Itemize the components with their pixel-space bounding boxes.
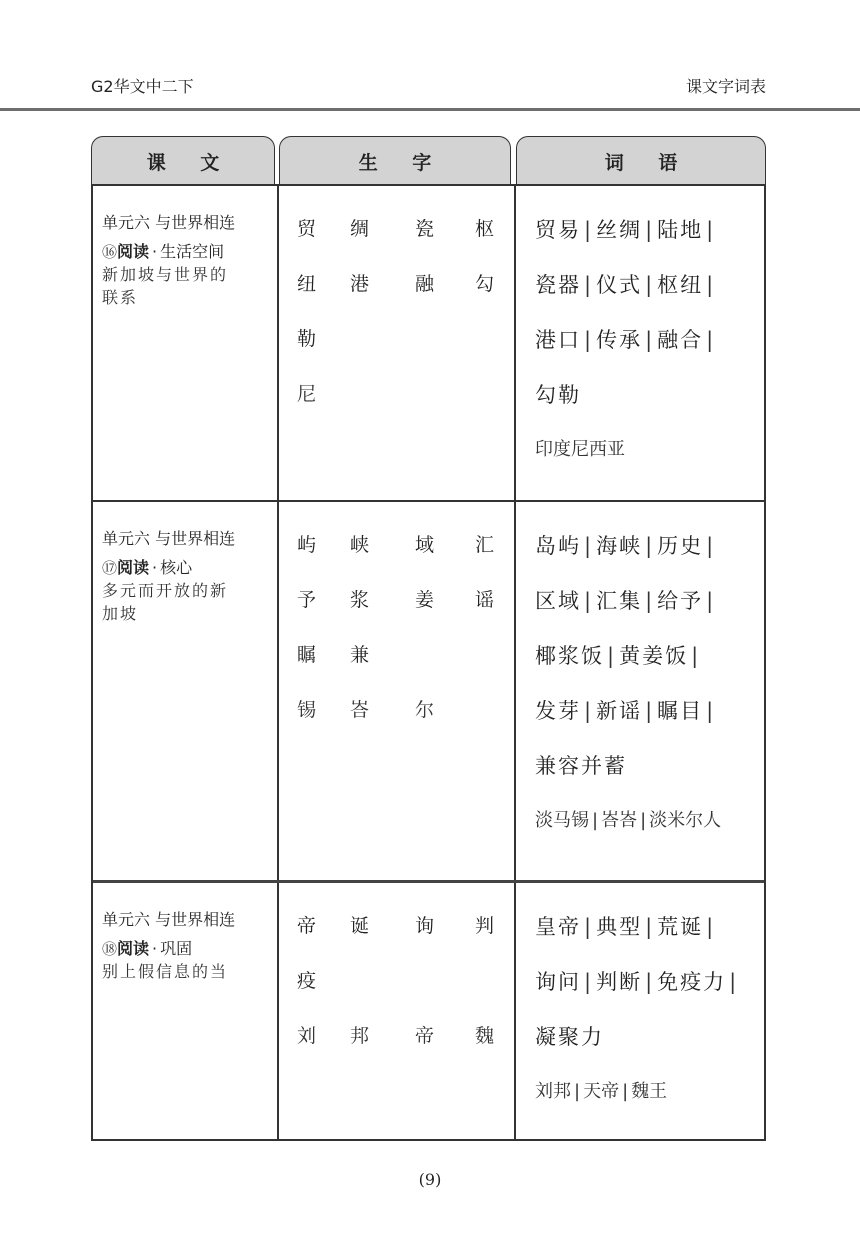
new-character: 予 — [297, 589, 317, 611]
new-character: 尔 — [415, 699, 435, 721]
column-divider — [277, 186, 279, 1139]
new-character: 屿 — [297, 534, 317, 556]
word-line — [535, 750, 627, 780]
word: 询问 — [535, 970, 581, 994]
lesson-cell — [102, 909, 274, 983]
new-character: 勾 — [475, 273, 495, 295]
word: 丝绸 — [596, 218, 643, 242]
column-divider — [514, 186, 516, 1139]
new-character: 姜 — [415, 589, 435, 611]
header-rule — [0, 108, 860, 111]
new-character: 邦 — [350, 1025, 370, 1047]
word-separator: | — [584, 589, 594, 613]
word: 贸易 — [535, 218, 581, 242]
lesson-number: ⑱ — [102, 940, 118, 958]
column-header-words — [516, 136, 766, 185]
word: 峇峇 — [601, 810, 638, 831]
row-divider — [93, 500, 764, 502]
new-character: 兼 — [350, 644, 370, 666]
word-line — [535, 966, 741, 996]
word: 瞩目 — [657, 699, 704, 723]
word: 魏王 — [631, 1081, 668, 1102]
word-separator: | — [640, 810, 647, 831]
word-separator: | — [706, 589, 716, 613]
lesson-type: 阅读 — [117, 939, 150, 958]
separator-dot: · — [152, 939, 158, 958]
word: 区域 — [535, 589, 581, 613]
word: 融合 — [657, 328, 704, 352]
new-character: 汇 — [475, 534, 495, 556]
word-separator: | — [584, 970, 594, 994]
new-character: 询 — [415, 915, 435, 937]
column-header-characters-label: 生 字 — [358, 151, 446, 174]
word-separator: | — [706, 915, 716, 939]
word: 荒诞 — [657, 915, 704, 939]
column-header-lesson — [91, 136, 275, 185]
new-character: 港 — [350, 273, 370, 295]
word-separator: | — [584, 915, 594, 939]
word: 黄姜饭 — [619, 644, 689, 668]
word-separator: | — [645, 328, 655, 352]
word: 发芽 — [535, 699, 581, 723]
word: 兼容并蓄 — [535, 754, 627, 778]
row-divider — [93, 880, 764, 883]
word-line — [535, 911, 718, 941]
word: 仪式 — [596, 273, 643, 297]
lesson-number: ⑰ — [102, 559, 118, 577]
lesson-heading — [102, 557, 274, 579]
column-header-characters — [279, 136, 511, 185]
lesson-number: ⑯ — [102, 243, 118, 261]
new-character: 瓷 — [415, 218, 435, 240]
new-character: 浆 — [350, 589, 370, 611]
word: 给予 — [657, 589, 704, 613]
word-separator: | — [706, 328, 716, 352]
lesson-title-line: 新加坡与世界的 — [102, 265, 229, 284]
new-character: 域 — [415, 534, 435, 556]
word-separator: | — [645, 273, 655, 297]
new-character: 帝 — [415, 1025, 435, 1047]
word: 海峡 — [596, 534, 643, 558]
new-character: 峇 — [350, 699, 370, 721]
word-line — [535, 695, 718, 725]
word: 新谣 — [596, 699, 643, 723]
lesson-level: 巩固 — [160, 939, 193, 958]
word: 天帝 — [583, 1081, 620, 1102]
word-line — [535, 324, 718, 354]
word-line — [535, 585, 718, 615]
word-separator: | — [645, 699, 655, 723]
new-character: 谣 — [475, 589, 495, 611]
word-separator: | — [622, 1081, 629, 1102]
word-separator: | — [645, 915, 655, 939]
document-section-title: 课文字词表 — [685, 77, 766, 96]
word: 枢纽 — [657, 273, 704, 297]
word-separator: | — [706, 273, 716, 297]
lesson-title-line: 别上假信息的当 — [102, 962, 229, 981]
column-header-lesson-label: 课 文 — [146, 151, 234, 174]
new-character: 贸 — [297, 218, 317, 240]
new-character: 尼 — [297, 383, 317, 405]
word-separator: | — [645, 589, 655, 613]
lesson-title-line: 联系 — [102, 288, 139, 307]
word-separator: | — [645, 534, 655, 558]
new-character: 锡 — [297, 699, 317, 721]
separator-dot: · — [152, 558, 158, 577]
new-character: 绸 — [350, 218, 370, 240]
word-line — [535, 269, 718, 299]
word-separator: | — [584, 273, 594, 297]
unit-label: 单元六 与世界相连 — [102, 529, 236, 548]
word: 历史 — [657, 534, 704, 558]
lesson-cell — [102, 528, 274, 625]
lesson-heading — [102, 241, 274, 263]
lesson-level: 生活空间 — [160, 242, 225, 261]
word: 淡马锡 — [535, 810, 589, 831]
unit-label: 单元六 与世界相连 — [102, 213, 236, 232]
new-character: 帝 — [297, 915, 317, 937]
word-separator: | — [592, 810, 599, 831]
vocabulary-table — [91, 184, 766, 1141]
word: 陆地 — [657, 218, 704, 242]
word-line — [535, 379, 581, 409]
word: 免疫力 — [657, 970, 727, 994]
word-separator: | — [645, 218, 655, 242]
new-character: 峡 — [350, 534, 370, 556]
lesson-type: 阅读 — [117, 242, 150, 261]
lesson-heading — [102, 938, 274, 960]
proper-noun-line — [535, 435, 625, 461]
word: 皇帝 — [535, 915, 581, 939]
lesson-title-line: 加坡 — [102, 604, 139, 623]
new-character: 融 — [415, 273, 435, 295]
word-separator: | — [574, 1081, 581, 1102]
lesson-level: 核心 — [160, 558, 193, 577]
word: 刘邦 — [535, 1081, 571, 1102]
word-line — [535, 640, 703, 670]
word: 典型 — [596, 915, 643, 939]
word-line — [535, 1021, 604, 1051]
word-separator: | — [706, 534, 716, 558]
new-character: 瞩 — [297, 644, 317, 666]
unit-label: 单元六 与世界相连 — [102, 910, 236, 929]
word-separator: | — [584, 328, 594, 352]
new-character: 刘 — [297, 1025, 317, 1047]
word: 印度尼西亚 — [535, 439, 625, 460]
word-line — [535, 214, 718, 244]
proper-noun-line — [535, 1077, 667, 1103]
column-header-words-label: 词 语 — [604, 151, 692, 174]
page-number: (9) — [418, 1170, 442, 1189]
word: 瓷器 — [535, 273, 581, 297]
new-character: 疫 — [297, 970, 317, 992]
word: 凝聚力 — [535, 1025, 604, 1049]
new-character: 纽 — [297, 273, 317, 295]
word-separator: | — [706, 699, 716, 723]
lesson-type: 阅读 — [117, 558, 150, 577]
word-separator: | — [584, 699, 594, 723]
word: 椰浆饭 — [535, 644, 604, 668]
word-separator: | — [691, 644, 701, 668]
word-separator: | — [645, 970, 655, 994]
word-separator: | — [706, 218, 716, 242]
separator-dot: · — [152, 242, 158, 261]
new-character: 枢 — [475, 218, 495, 240]
new-character: 魏 — [475, 1025, 495, 1047]
word-separator: | — [584, 218, 594, 242]
word-separator: | — [729, 970, 739, 994]
document-code: G2华文中二下 — [91, 77, 194, 96]
new-character: 判 — [475, 915, 495, 937]
word: 岛屿 — [535, 534, 581, 558]
proper-noun-line — [535, 806, 721, 832]
word: 汇集 — [596, 589, 643, 613]
word-separator: | — [607, 644, 617, 668]
lesson-cell — [102, 212, 274, 309]
word: 港口 — [535, 328, 581, 352]
word: 传承 — [596, 328, 643, 352]
word-line — [535, 530, 718, 560]
word: 勾勒 — [535, 383, 581, 407]
new-character: 勒 — [297, 328, 317, 350]
word: 淡米尔人 — [649, 810, 722, 831]
word-separator: | — [584, 534, 594, 558]
new-character: 诞 — [350, 915, 370, 937]
word: 判断 — [596, 970, 643, 994]
lesson-title-line: 多元而开放的新 — [102, 581, 229, 600]
